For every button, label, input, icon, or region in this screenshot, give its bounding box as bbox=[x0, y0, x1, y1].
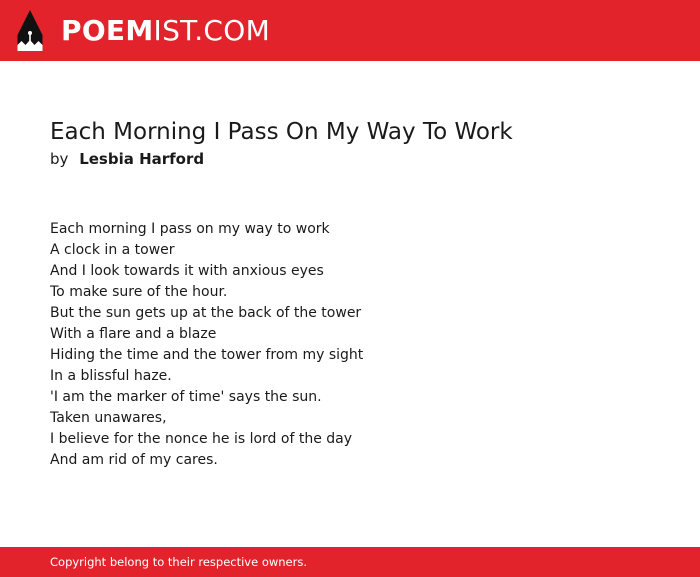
logo-text-light: IST.COM bbox=[153, 14, 271, 47]
logo-text-strong: POEM bbox=[61, 14, 154, 47]
pen-nib-icon bbox=[16, 9, 44, 53]
site-header bbox=[0, 0, 700, 61]
poem-line: With a flare and a blaze bbox=[50, 326, 217, 342]
poem-line: But the sun gets up at the back of the tower bbox=[50, 305, 362, 321]
poem-byline bbox=[50, 148, 650, 170]
site-logo-link[interactable] bbox=[16, 8, 270, 54]
poem-author: Lesbia Harford bbox=[79, 150, 205, 168]
poem-line: A clock in a tower bbox=[50, 242, 175, 258]
poem-line: And I look towards it with anxious eyes bbox=[50, 263, 324, 279]
poem-line: Hiding the time and the tower from my sight bbox=[50, 347, 364, 363]
site-footer bbox=[0, 547, 700, 577]
poem-line: To make sure of the hour. bbox=[50, 284, 228, 300]
poem-title: Each Morning I Pass On My Way To Work bbox=[50, 119, 513, 145]
poem-line: Taken unawares, bbox=[50, 410, 167, 426]
poem-line: And am rid of my cares. bbox=[50, 452, 218, 468]
poem-header bbox=[50, 116, 650, 170]
poem-line: 'I am the marker of time' says the sun. bbox=[50, 389, 322, 405]
poem-line: In a blissful haze. bbox=[50, 368, 172, 384]
site-logo-text bbox=[61, 14, 271, 47]
poem-line: Each morning I pass on my way to work bbox=[50, 221, 330, 237]
poem-body bbox=[50, 219, 363, 471]
copyright-notice: Copyright belong to their respective owners. bbox=[50, 555, 308, 569]
poem-line: I believe for the nonce he is lord of the day bbox=[50, 431, 353, 447]
by-label: by bbox=[50, 150, 69, 168]
